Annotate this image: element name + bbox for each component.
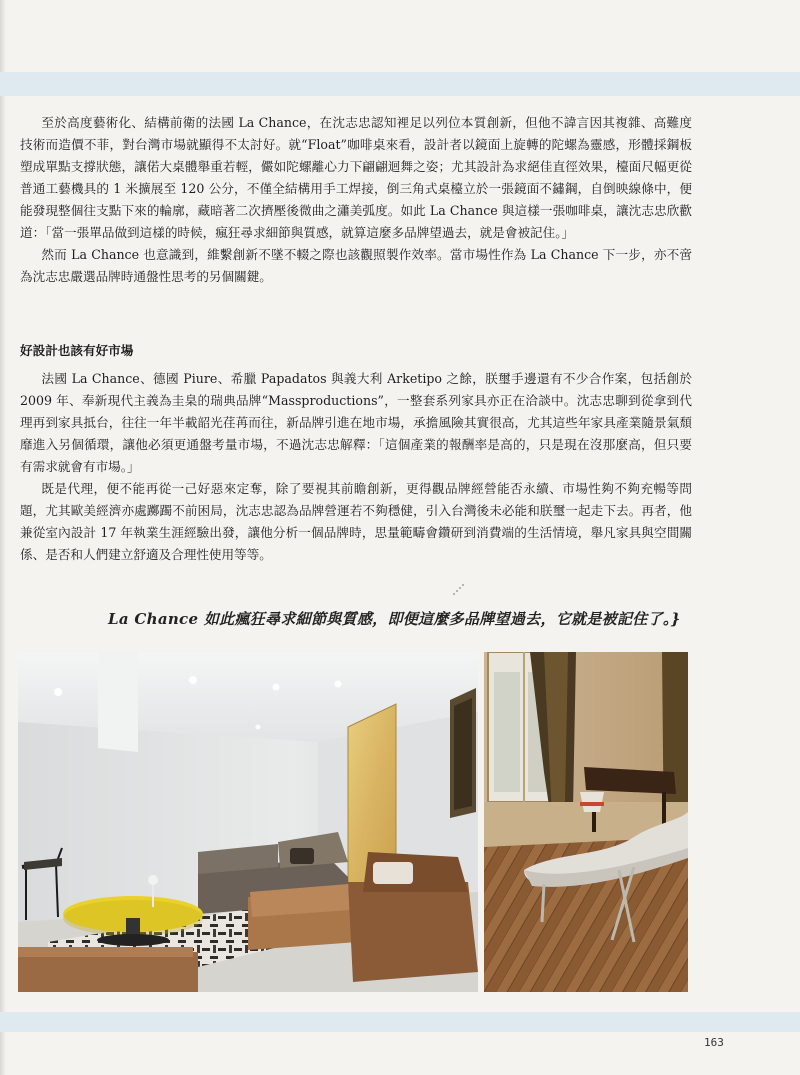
article-paragraph-1: 至於高度藝術化、結構前衛的法國 La Chance，在沈志忠認知裡足以列位本質創新，但他不諱言因其複雜、高難度技術而造價不菲，對台灣市場就顯得不太討好。就“Float”咖啡桌來看，設計者以鏡面上旋轉的陀螺為靈感，形體採鋼板塑成單點支撐狀態，讓偌大桌體舉重若輕，儼如陀螺離心力下翩翩迴舞之姿；尤其設計為求絕佳直徑效果，檯面尺幅更從普通工藝機具的 1 米擴展至 120 公分，不僅全結構用手工焊接，倒三角式桌檯立於一張鏡面不鏽鋼，自倒映線條中，便能發現整個往支點下來的輪廓，藏暗著二次擠壓後微曲之瀟美弧度。如此 La Chance 與這樣一張咖啡桌，讓沈志忠欣歡道：「當一張單品做到這樣的時候，瘋狂尋求細節與質感，就算這麼多品牌望過去，就是會被記住。」 <box>20 115 692 240</box>
article-paragraph-4: 既是代理，便不能再從一己好惡來定奪，除了要視其前瞻創新，更得觀品牌經營能否永續、市場性夠不夠充暢等問題，尤其歐美經濟亦處躑躅不前困局，沈志忠認為品牌營運若不夠穩健，引入台灣後未必能和朕璽一起走下去。再者，他兼從室內設計 17 年執業生涯經驗出發，讓他分析一個品牌時，思量範疇會鑽研到消費端的生活情境，舉凡家具與空間關係、是否和人們建立舒適及合理性使用等等。 <box>20 481 692 562</box>
pull-quote: La Chance 如此瘋狂尋求細節與質感，即便這麼多品牌望過去，它就是被記住了。} <box>108 610 681 628</box>
article-paragraph-2: 然而 La Chance 也意識到，維繫創新不墜不輟之際也該觀照製作效率。當市場性作為 La Chance 下一步，亦不啻為沈志忠嚴選品牌時通盤性思考的另個關鍵。 <box>20 247 692 284</box>
chaise-lounge-photo <box>484 652 688 992</box>
page-gutter-shadow <box>0 0 6 1075</box>
article-section-1 <box>20 112 692 288</box>
article-paragraph-3: 法國 La Chance、德國 Piure、希臘 Papadatos 與義大利 Arketipo 之餘，朕璽手邊還有不少合作案，包括創於 2009 年、奉新現代主義為圭臬的瑞典品牌“Massproductions”，一整套系列家具亦正在洽談中。沈志忠聊到從拿到代理再到家具抵台，往往一年半載韶光荏苒而往，新品牌引進在地市場，承擔風險其實很高，尤其這些年家具產業隨景氣頹靡進入另個循環，讓他必須更通盤考量市場，不過沈志忠解釋：「這個產業的報酬率是高的，只是現在沒那麼高，但只要有需求就會有市場。」 <box>20 371 692 474</box>
footer-color-band <box>0 1012 800 1032</box>
article-section-2 <box>20 368 692 566</box>
living-room-photo <box>18 652 478 992</box>
section-heading: 好設計也該有好市場 <box>20 343 134 358</box>
dotted-ornament-icon <box>452 583 466 597</box>
page-number: 163 <box>704 1036 724 1049</box>
header-color-band <box>0 72 800 96</box>
